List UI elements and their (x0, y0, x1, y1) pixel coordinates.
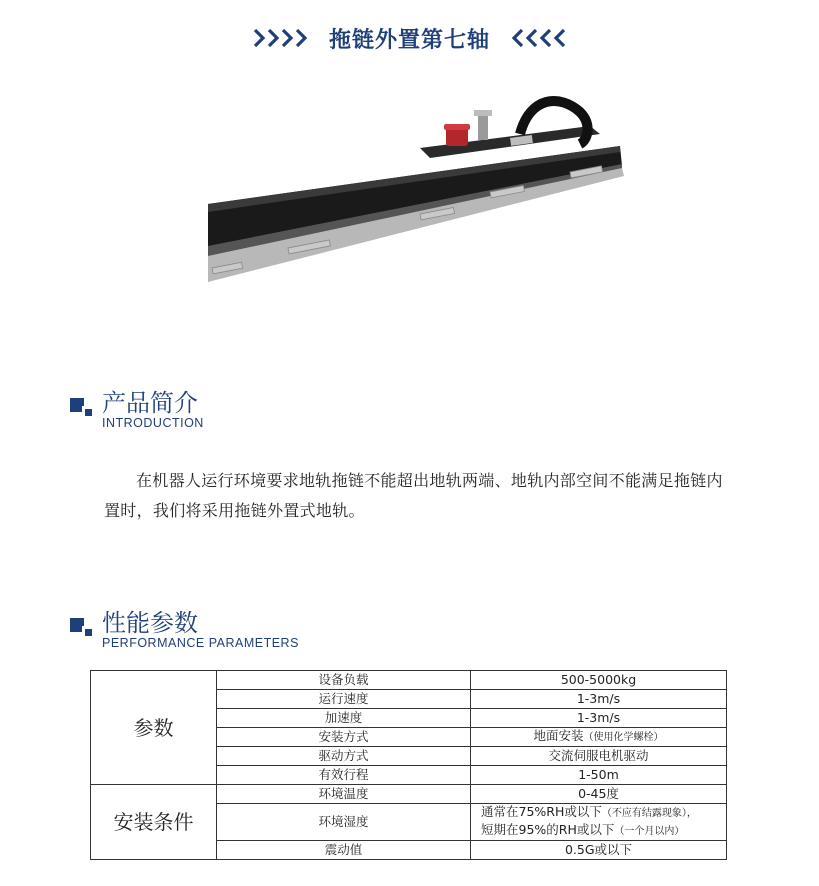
row-value: 0.5G或以下 (471, 841, 727, 860)
row-label: 运行速度 (217, 690, 471, 709)
row-value: 1-3m/s (471, 709, 727, 728)
group-label-params: 参数 (91, 671, 217, 785)
page-title-row (0, 18, 819, 58)
section-square-icon (70, 394, 92, 416)
row-label: 环境湿度 (217, 804, 471, 841)
value-line-2 (481, 822, 726, 840)
chevrons-left-icon (502, 27, 566, 49)
intro-subtitle: INTRODUCTION (102, 416, 204, 430)
row-label: 安装方式 (217, 728, 471, 747)
page-title: 拖链外置第七轴 (328, 27, 490, 53)
row-label: 加速度 (217, 709, 471, 728)
intro-title: 产品简介 (102, 389, 198, 417)
chevrons-right-icon (253, 27, 317, 49)
row-value (471, 728, 727, 747)
product-illustration (200, 86, 630, 296)
table-row (91, 671, 727, 690)
value-note: （不应有结露现象）， (601, 808, 697, 819)
performance-subtitle: PERFORMANCE PARAMETERS (102, 636, 299, 650)
group-label-install: 安装条件 (91, 785, 217, 860)
intro-paragraph: 在机器人运行环境要求地轨拖链不能超出地轨两端、地轨内部空间不能满足拖链内置时，我们将采用拖链外置式地轨。 (104, 471, 723, 520)
row-value: 0-45度 (471, 785, 727, 804)
value-line-1 (481, 804, 726, 822)
table-row (91, 785, 727, 804)
row-value: 交流伺服电机驱动 (471, 747, 727, 766)
row-value: 500-5000kg (471, 671, 727, 690)
row-value: 1-3m/s (471, 690, 727, 709)
section-square-icon (70, 614, 92, 636)
row-value (471, 804, 727, 841)
parameters-table (90, 670, 727, 860)
row-value: 1-50m (471, 766, 727, 785)
value-note: （一个月以内） (614, 826, 685, 837)
row-label: 设备负载 (217, 671, 471, 690)
row-label: 震动值 (217, 841, 471, 860)
value-text: 短期在95%的RH或以下 (481, 822, 615, 837)
performance-title: 性能参数 (102, 609, 198, 637)
row-label: 驱动方式 (217, 747, 471, 766)
value-text: 地面安装 (533, 728, 584, 743)
row-label: 环境温度 (217, 785, 471, 804)
row-label: 有效行程 (217, 766, 471, 785)
value-note: （使用化学螺栓） (583, 732, 664, 743)
value-text: 通常在75%RH或以下 (481, 804, 602, 819)
